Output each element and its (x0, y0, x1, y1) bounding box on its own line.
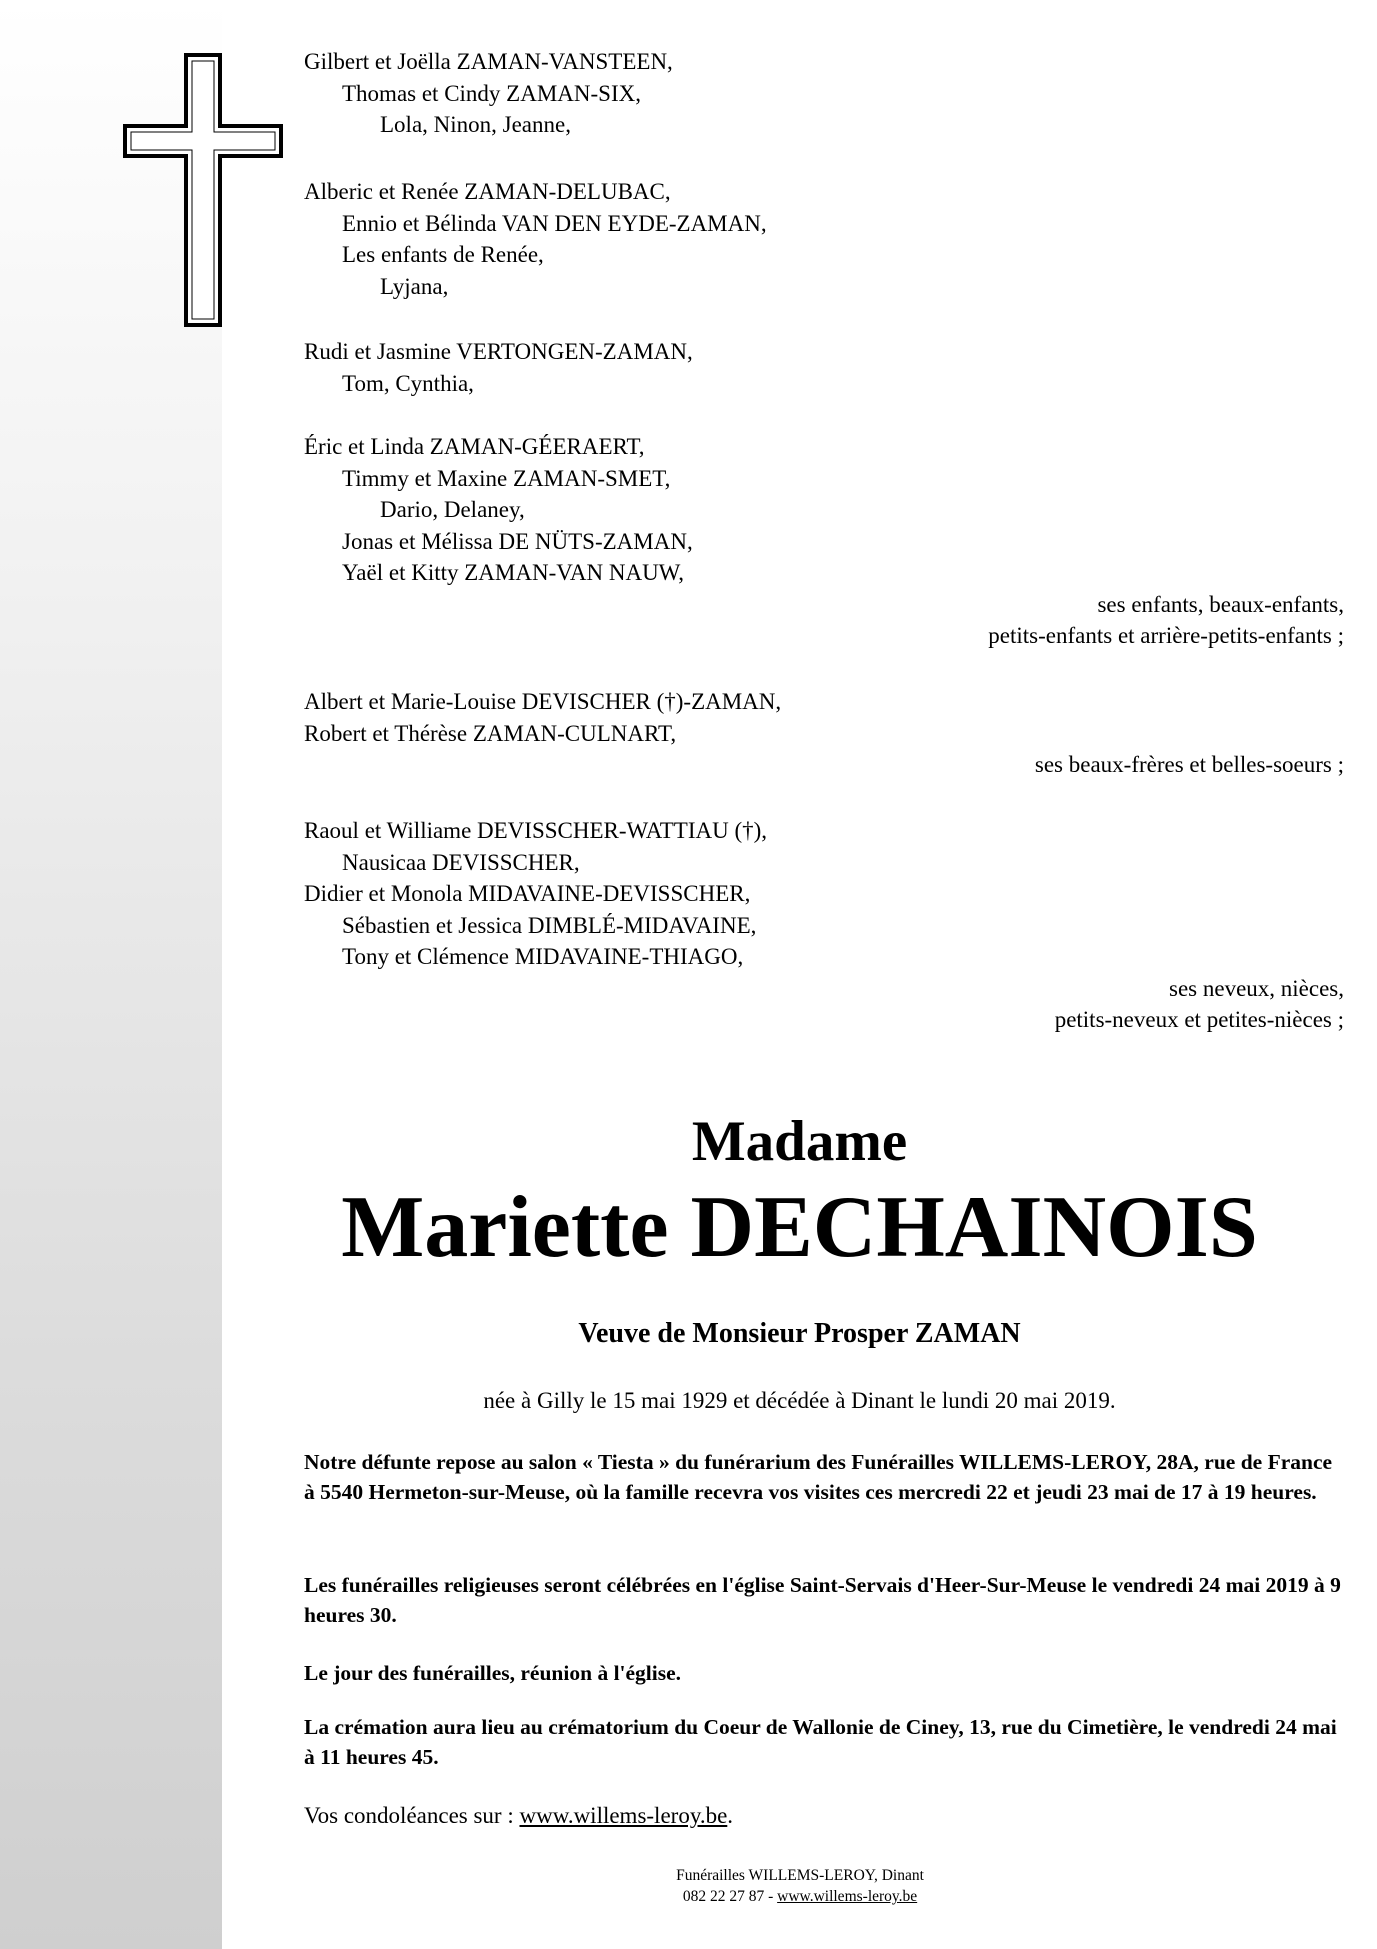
family-group-4 (304, 431, 1344, 652)
info-paragraph-salon: Notre défunte repose au salon « Tiesta » du funérarium des Funérailles WILLEMS-LEROY, 28A, rue de France à 5540 Hermeton-sur-Meuse, où la famille recevra vos visites ces mercredi 22 et jeudi 23 mai de 17 à 19 heures. (304, 1450, 1333, 1504)
footer-phone: 082 22 27 87 - (682, 1888, 778, 1905)
family-line: Dario, Delaney, (380, 497, 525, 522)
family-group-1 (304, 46, 1344, 141)
family-line: Thomas et Cindy ZAMAN-SIX, (342, 80, 641, 106)
footer-contact (300, 1886, 1300, 1907)
family-line: Alberic et Renée ZAMAN-DELUBAC, (304, 179, 671, 204)
family-line: Tom, Cynthia, (342, 370, 474, 396)
family-line: Yaël et Kitty ZAMAN-VAN NAUW, (342, 560, 685, 585)
birth-death-dates: née à Gilly le 15 mai 1929 et décédée à Dinant le lundi 20 mai 2019. (483, 1388, 1116, 1413)
relation-line: ses neveux, nièces, (1169, 975, 1344, 1001)
family-line: Sébastien et Jessica DIMBLÉ-MIDAVAINE, (342, 912, 757, 938)
relation-line: ses beaux-frères et belles-soeurs ; (1034, 752, 1344, 777)
cross-icon (122, 52, 284, 328)
info-paragraph-cremation: La crémation aura lieu au crématorium du Coeur de Wallonie de Ciney, 13, rue du Cimetière, le vendredi 24 mai à 11 heures 45. (304, 1715, 1337, 1769)
condolences-link[interactable]: www.willems-leroy.be (519, 1803, 728, 1828)
family-group-3 (304, 336, 1344, 399)
family-line: Albert et Marie-Louise DEVISCHER (†)-ZAMAN, (304, 689, 782, 714)
relation-line: ses enfants, beaux-enfants, (1097, 591, 1344, 617)
deceased-name: Mariette DECHAINOIS (341, 1179, 1258, 1276)
family-line: Rudi et Jasmine VERTONGEN-ZAMAN, (304, 339, 693, 364)
family-line: Nausicaa DEVISSCHER, (342, 849, 580, 875)
info-paragraph-meeting: Le jour des funérailles, réunion à l'église. (304, 1661, 682, 1685)
condolences-end: . (727, 1803, 734, 1828)
family-line: Les enfants de Renée, (342, 242, 544, 267)
relation-line: petits-neveux et petites-nièces ; (1054, 1007, 1344, 1032)
family-group-5 (304, 686, 1344, 781)
info-paragraph-ceremony: Les funérailles religieuses seront célébrées en l'église Saint-Servais d'Heer-Sur-Meuse le vendredi 24 mai 2019 à 9 heures 30. (304, 1573, 1341, 1627)
footer (300, 1865, 1300, 1907)
family-line: Gilbert et Joëlla ZAMAN-VANSTEEN, (304, 49, 673, 74)
relation-line: petits-enfants et arrière-petits-enfants ; (988, 623, 1344, 648)
footer-link[interactable]: www.willems-leroy.be (777, 1888, 918, 1905)
family-line: Tony et Clémence MIDAVAINE-THIAGO, (342, 944, 744, 969)
family-line: Jonas et Mélissa DE NÜTS-ZAMAN, (342, 528, 693, 554)
deceased-title: Madame (691, 1110, 908, 1173)
family-line: Robert et Thérèse ZAMAN-CULNART, (304, 720, 677, 746)
condolences-label: Vos condoléances sur : (304, 1803, 520, 1828)
family-line: Lola, Ninon, Jeanne, (380, 112, 571, 137)
family-group-2 (304, 176, 1344, 302)
footer-company: Funérailles WILLEMS-LEROY, Dinant (676, 1867, 924, 1884)
family-line: Éric et Linda ZAMAN-GÉERAERT, (304, 434, 645, 459)
family-line: Lyjana, (380, 273, 449, 299)
family-line: Timmy et Maxine ZAMAN-SMET, (342, 465, 671, 491)
family-group-6 (304, 815, 1344, 1036)
family-line: Didier et Monola MIDAVAINE-DEVISSCHER, (304, 881, 751, 906)
widow-line: Veuve de Monsieur Prosper ZAMAN (578, 1318, 1021, 1349)
family-line: Raoul et Williame DEVISSCHER-WATTIAU (†), (304, 818, 768, 843)
condolences-line (304, 1800, 733, 1832)
family-line: Ennio et Bélinda VAN DEN EYDE-ZAMAN, (342, 210, 767, 236)
